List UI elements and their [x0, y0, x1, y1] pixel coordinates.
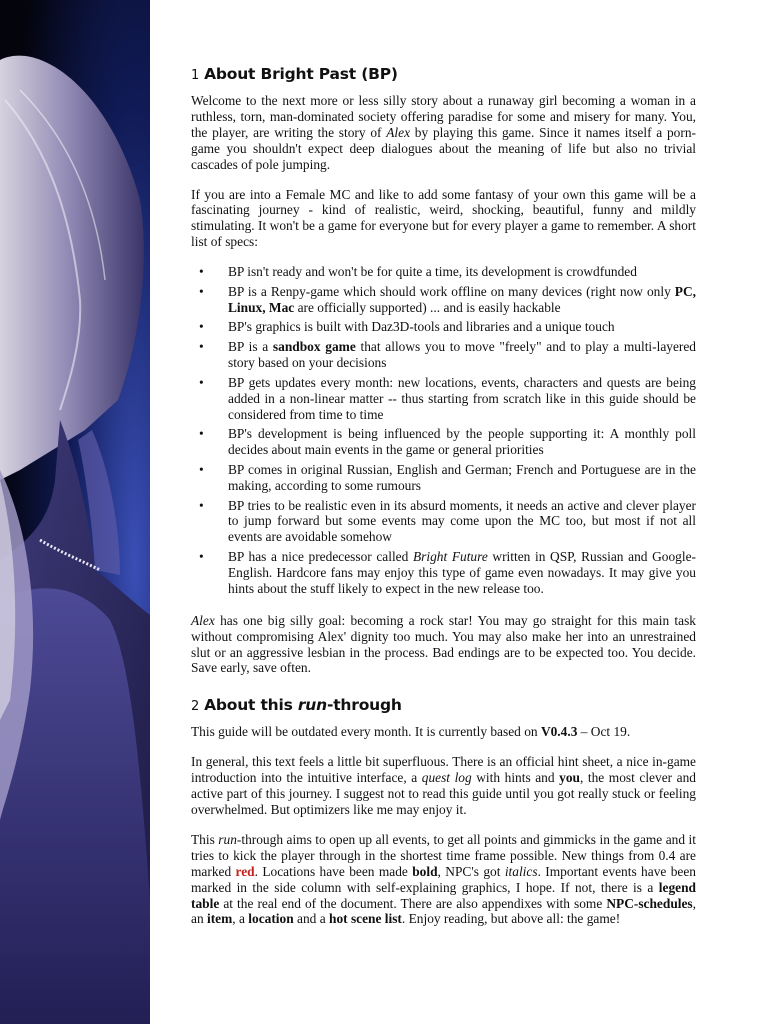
section-title-part: -through [326, 696, 402, 715]
section-2-paragraph-3: This run-through aims to open up all events, to get all points and gimmicks in the game and it tries to kick the player through in the shortest time frame possible. New things from 0.4 are marked red. Locations have been made bold, NPC's got italics. Important events have been marked in the side column with self-explaining graphics, I hope. If not, there is a legend table at the real end of the document. There are also appendixes with some NPC-schedules, an item, a location and a hot scene list. Enjoy reading, but above all: the game! [191, 831, 696, 927]
document-body [191, 64, 696, 941]
section-2-paragraph-1: This guide will be outdated every month. It is currently based on V0.4.3 – Oct 19. [191, 724, 631, 740]
list-item: • BP is a sandbox game that allows you to move "freely" and to play a multi-layered story based on your decisions [191, 339, 696, 371]
section-1-paragraph-2: If you are into a Female MC and like to add some fantasy of your own this game will be a fascinating journey - kind of realistic, weird, shocking, beautiful, funny and mildly stimulating. It won't be a game for everyone but for every player a game to remember. A short list of specs: [191, 186, 696, 250]
section-2-heading [191, 695, 696, 717]
section-title-part: About this [204, 696, 298, 715]
list-item: • BP comes in original Russian, English and German; French and Portuguese are in the making, according to some rumours [191, 462, 696, 494]
list-item: • BP's graphics is built with Daz3D-tools and libraries and a unique touch [191, 319, 696, 335]
cover-illustration [0, 0, 150, 1024]
section-2-paragraph-2: In general, this text feels a little bit superfluous. There is an official hint sheet, a nice in-game introduction into the intuitive interface, a quest log with hints and you, the most clever and active part of this journey. I suggest not to read this guide until you got really stuck or feeling overwhelmed. But optimizers like me may enjoy it. [191, 754, 696, 817]
section-title-part: run [297, 696, 327, 715]
section-title: About Bright Past (BP) [204, 65, 398, 83]
list-item: • BP isn't ready and won't be for quite a time, its development is crowdfunded [191, 264, 696, 280]
list-item: • BP's development is being influenced by the people supporting it: A monthly poll decides about main events in the game or general priorities [191, 426, 696, 458]
list-item: • BP tries to be realistic even in its absurd moments, it needs an active and clever player to jump forward but some events may come upon the MC too, but most if not all events are avoidable somehow [191, 498, 696, 546]
section-1-paragraph-3: Alex has one big silly goal: becoming a rock star! You may go straight for this main task without compromising Alex' dignity too much. You may also make her into an unrestrained slut or an aggressive lesbian in the process. Bad endings are to be expected too. You decide. Save early, save often. [191, 612, 696, 676]
list-item: • BP gets updates every month: new locations, events, characters and quests are being added in a non-linear matter -- thus starting from scratch like in this guide should be considered from time to time [191, 375, 696, 423]
girl-back-view-image [0, 0, 150, 1024]
section-number: 1 [191, 68, 200, 83]
list-item: • BP is a Renpy-game which should work offline on many devices (right now only PC, Linux, Mac are officially supported) ... and is easily hackable [191, 284, 696, 316]
section-number: 2 [191, 699, 200, 715]
section-1-heading [191, 64, 696, 86]
specs-list [191, 264, 696, 597]
list-item: • BP has a nice predecessor called Bright Future written in QSP, Russian and Google-English. Hardcore fans may enjoy this type of game even nowadays. It may give you hints about the stuff likely to expect in the new release too. [191, 549, 696, 597]
section-1-paragraph-1: Welcome to the next more or less silly story about a runaway girl becoming a woman in a ruthless, torn, man-dominated society offering paradise for some and misery for many. You, the player, are writing the story of Alex by playing this game. Since it names itself a porn-game you shouldn't expect deep dialogues about the meaning of life but also no trivial cascades of pole jumping. [191, 93, 696, 172]
